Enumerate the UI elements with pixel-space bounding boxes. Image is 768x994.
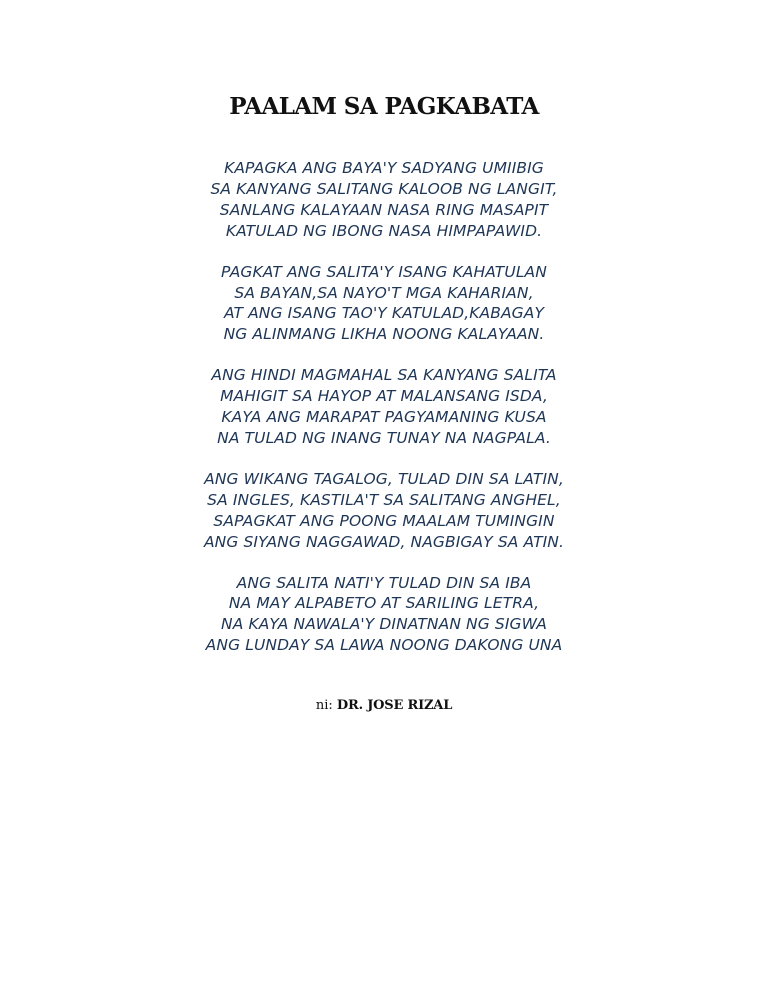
- stanza-1: [0, 158, 768, 242]
- poem-line: SA KANYANG SALITANG KALOOB NG LANGIT,: [210, 179, 558, 198]
- stanza-3: [0, 365, 768, 449]
- poem-line: KAPAGKA ANG BAYA'Y SADYANG UMIIBIG: [224, 159, 544, 177]
- poem-line: NG ALINMANG LIKHA NOONG KALAYAAN.: [223, 325, 545, 344]
- poem-line: NA MAY ALPABETO AT SARILING LETRA,: [228, 594, 540, 613]
- poem-line: ANG SALITA NATI'Y TULAD DIN SA IBA: [236, 573, 532, 592]
- poem-line: KAYA ANG MARAPAT PAGYAMANING KUSA: [221, 408, 547, 427]
- stanza-2: [0, 262, 768, 346]
- stanza-4: [0, 469, 768, 553]
- poem-line: KATULAD NG IBONG NASA HIMPAPAWID.: [225, 221, 543, 240]
- author-name: DR. JOSE RIZAL: [336, 698, 453, 713]
- poem-line: SAPAGKAT ANG POONG MAALAM TUMINGIN: [213, 511, 555, 530]
- poem-line: ANG SIYANG NAGGAWAD, NAGBIGAY SA ATIN.: [203, 532, 565, 551]
- poem-body: [0, 158, 768, 676]
- poem-line: ANG LUNDAY SA LAWA NOONG DAKONG UNA: [205, 636, 563, 655]
- stanza-5: [0, 573, 768, 657]
- poem-line: AT ANG ISANG TAO'Y KATULAD,KABAGAY: [223, 304, 545, 323]
- poem-line: NA TULAD NG INANG TUNAY NA NAGPALA.: [217, 428, 551, 447]
- author-prefix: ni:: [315, 698, 337, 713]
- poem-line: SA BAYAN,SA NAYO'T MGA KAHARIAN,: [234, 283, 534, 302]
- poem-line: ANG WIKANG TAGALOG, TULAD DIN SA LATIN,: [204, 469, 564, 488]
- poem-line: MAHIGIT SA HAYOP AT MALANSANG ISDA,: [220, 387, 548, 406]
- poem-line: SA INGLES, KASTILA'T SA SALITANG ANGHEL,: [207, 490, 561, 509]
- author-credit: [0, 697, 768, 715]
- poem-line: ANG HINDI MAGMAHAL SA KANYANG SALITA: [211, 366, 557, 385]
- poem-title: PAALAM SA PAGKABATA: [229, 93, 539, 120]
- poem-line: NA KAYA NAWALA'Y DINATNAN NG SIGWA: [221, 615, 547, 634]
- poem-line: PAGKAT ANG SALITA'Y ISANG KAHATULAN: [221, 262, 547, 281]
- poem-line: SANLANG KALAYAAN NASA RING MASAPIT: [219, 200, 549, 219]
